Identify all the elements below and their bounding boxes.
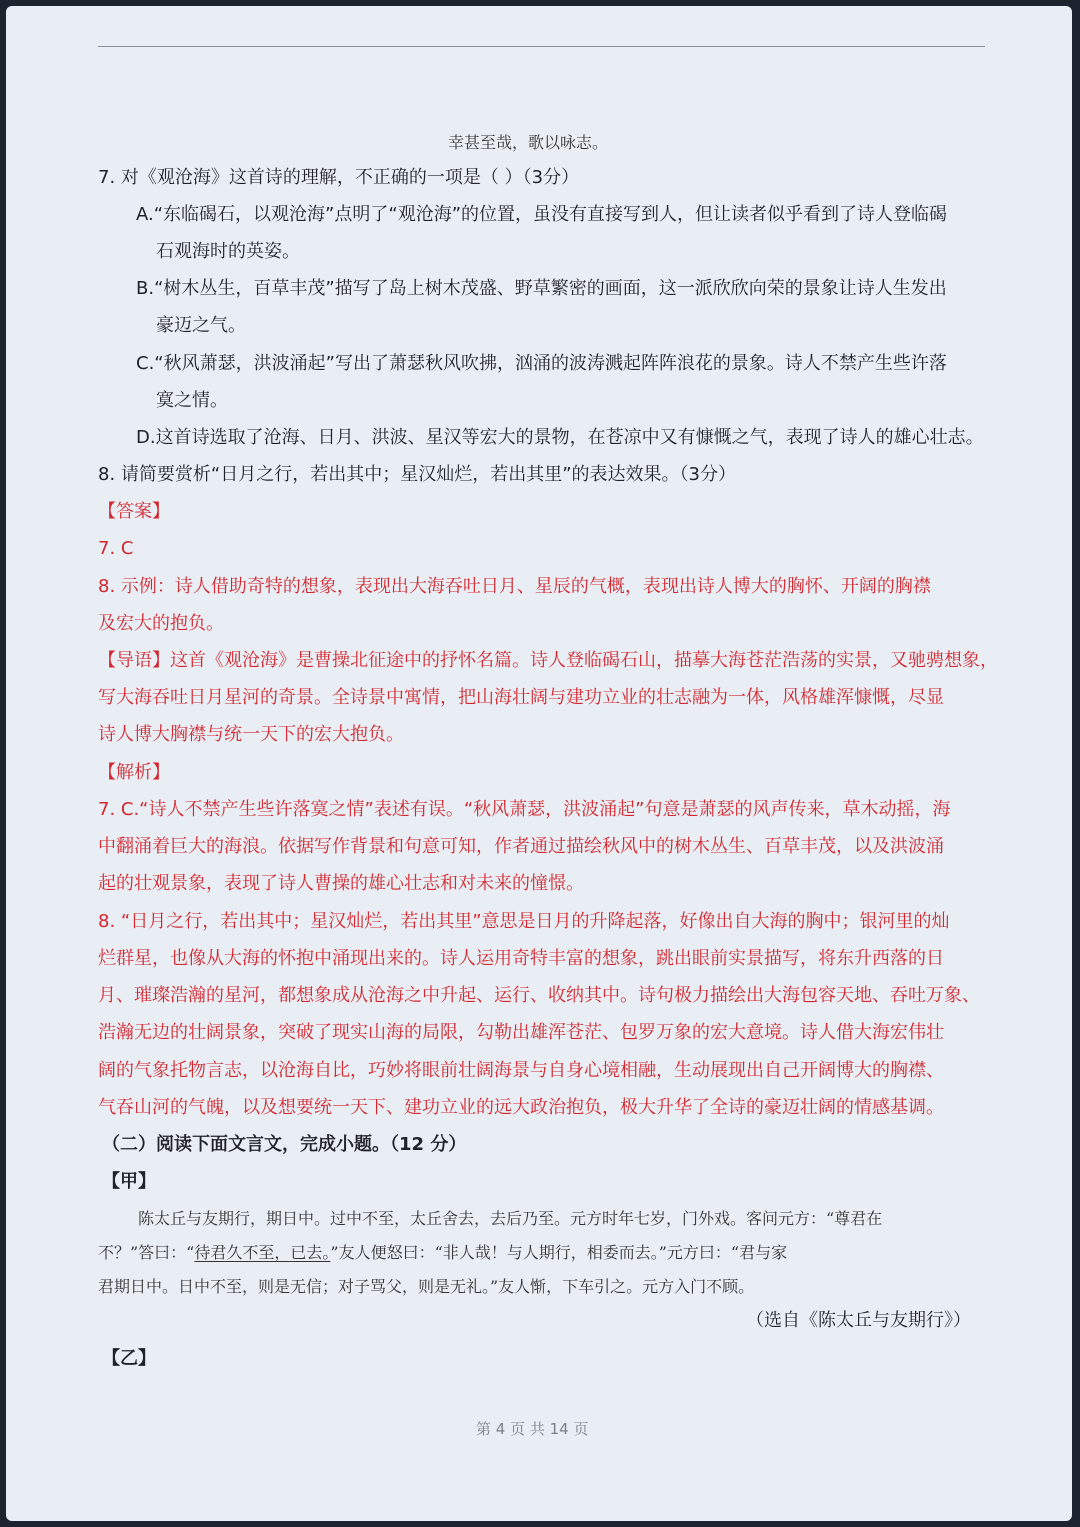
answer-8-line1: 8. 示例：诗人借助奇特的想象，表现出大海吞吐日月、星辰的气概，表现出诗人博大的胸怀、开阔的胸襟	[98, 576, 931, 597]
passage-yi-label: 【乙】	[102, 1348, 156, 1369]
question-8: 8. 请简要赏析“日月之行，若出其中；星汉灿烂，若出其里”的表达效果。（3分）	[98, 464, 736, 485]
analysis-8-line3: 月、璀璨浩瀚的星河，都想象成从沧海之中升起、运行、收纳其中。诗句极力描绘出大海包容天地、吞吐万象、	[98, 985, 980, 1006]
document-page	[6, 6, 1072, 1521]
analysis-7-line1: 7. C.“诗人不禁产生些许落寞之情”表述有误。“秋风萧瑟，洪波涌起”句意是萧瑟的风声传来，草木动摇，海	[98, 799, 951, 820]
option-a-line1: A.“东临碣石，以观沧海”点明了“观沧海”的位置，虽没有直接写到人，但让读者似乎看到了诗人登临碣	[136, 204, 948, 225]
analysis-8-line5: 阔的气象托物言志，以沧海自比，巧妙将眼前壮阔海景与自身心境相融，生动展现出自己开阔博大的胸襟、	[98, 1060, 944, 1081]
answer-heading: 【答案】	[98, 501, 170, 522]
passage-line2-end: ”友人便怒曰：“非人哉！与人期行，相委而去。”元方曰：“君与家	[330, 1243, 788, 1262]
option-c-line1: C.“秋风萧瑟，洪波涌起”写出了萧瑟秋风吹拂，汹涌的波涛溅起阵阵浪花的景象。诗人不禁产生些许落	[136, 353, 947, 374]
passage-jia-label: 【甲】	[102, 1171, 156, 1192]
passage-line2-start: 不？”答曰：“	[98, 1243, 195, 1262]
guide-line3: 诗人博大胸襟与统一天下的宏大抱负。	[98, 724, 404, 745]
analysis-7-line3: 起的壮观景象，表现了诗人曹操的雄心壮志和对未来的憧憬。	[98, 873, 584, 894]
analysis-8-line2: 烂群星，也像从大海的怀抱中涌现出来的。诗人运用奇特丰富的想象，跳出眼前实景描写，将东升西落的日	[98, 948, 944, 969]
passage-line1: 陈太丘与友期行，期日中。过中不至，太丘舍去，去后乃至。元方时年七岁，门外戏。客问元方：“尊君在	[138, 1209, 883, 1228]
passage-line3: 君期日中。日中不至，则是无信；对子骂父，则是无礼。”友人惭，下车引之。元方入门不顾。	[98, 1277, 755, 1296]
question-7: 7. 对《观沧海》这首诗的理解，不正确的一项是（ ）（3分）	[98, 167, 580, 188]
guide-line2: 写大海吞吐日月星河的奇景。全诗景中寓情，把山海壮阔与建功立业的壮志融为一体，风格雄浑慷慨，尽显	[98, 687, 944, 708]
poem-last-line: 幸甚至哉，歌以咏志。	[448, 133, 609, 152]
analysis-7-line2: 中翻涌着巨大的海浪。依据写作背景和句意可知，作者通过描绘秋风中的树木丛生、百草丰茂，以及洪波涌	[98, 836, 944, 857]
analysis-8-line6: 气吞山河的气魄，以及想要统一天下、建功立业的远大政治抱负，极大升华了全诗的豪迈壮阔的情感基调。	[98, 1097, 944, 1118]
analysis-8-line4: 浩瀚无边的壮阔景象，突破了现实山海的局限，勾勒出雄浑苍茫、包罗万象的宏大意境。诗人借大海宏伟壮	[98, 1022, 944, 1043]
option-a-line2: 石观海时的英姿。	[156, 241, 300, 262]
answer-7: 7. C	[98, 538, 134, 559]
option-d-line1: D.这首诗选取了沧海、日月、洪波、星汉等宏大的景物，在苍凉中又有慷慨之气，表现了诗人的雄心壮志。	[136, 427, 984, 448]
passage-line2	[98, 1241, 787, 1265]
underlined-sentence: 待君久不至，已去。	[194, 1243, 331, 1262]
page-number: 第 4 页 共 14 页	[476, 1420, 589, 1438]
option-b-line1: B.“树木丛生，百草丰茂”描写了岛上树木茂盛、野草繁密的画面，这一派欣欣向荣的景象让诗人生发出	[136, 278, 947, 299]
analysis-heading: 【解析】	[98, 762, 170, 783]
passage-source: （选自《陈太丘与友期行》）	[746, 1310, 971, 1331]
option-c-line2: 寞之情。	[156, 390, 228, 411]
header-rule	[98, 46, 985, 47]
option-b-line2: 豪迈之气。	[156, 315, 246, 336]
analysis-8-line1: 8. “日月之行，若出其中；星汉灿烂，若出其里”意思是日月的升降起落，好像出自大海的胸中；银河里的灿	[98, 911, 950, 932]
answer-8-line2: 及宏大的抱负。	[98, 613, 224, 634]
section-2-heading: （二）阅读下面文言文，完成小题。（12 分）	[102, 1134, 467, 1155]
guide-line1: 【导语】这首《观沧海》是曹操北征途中的抒怀名篇。诗人登临碣石山，描摹大海苍茫浩荡的实景，又驰骋想象，	[98, 650, 998, 671]
